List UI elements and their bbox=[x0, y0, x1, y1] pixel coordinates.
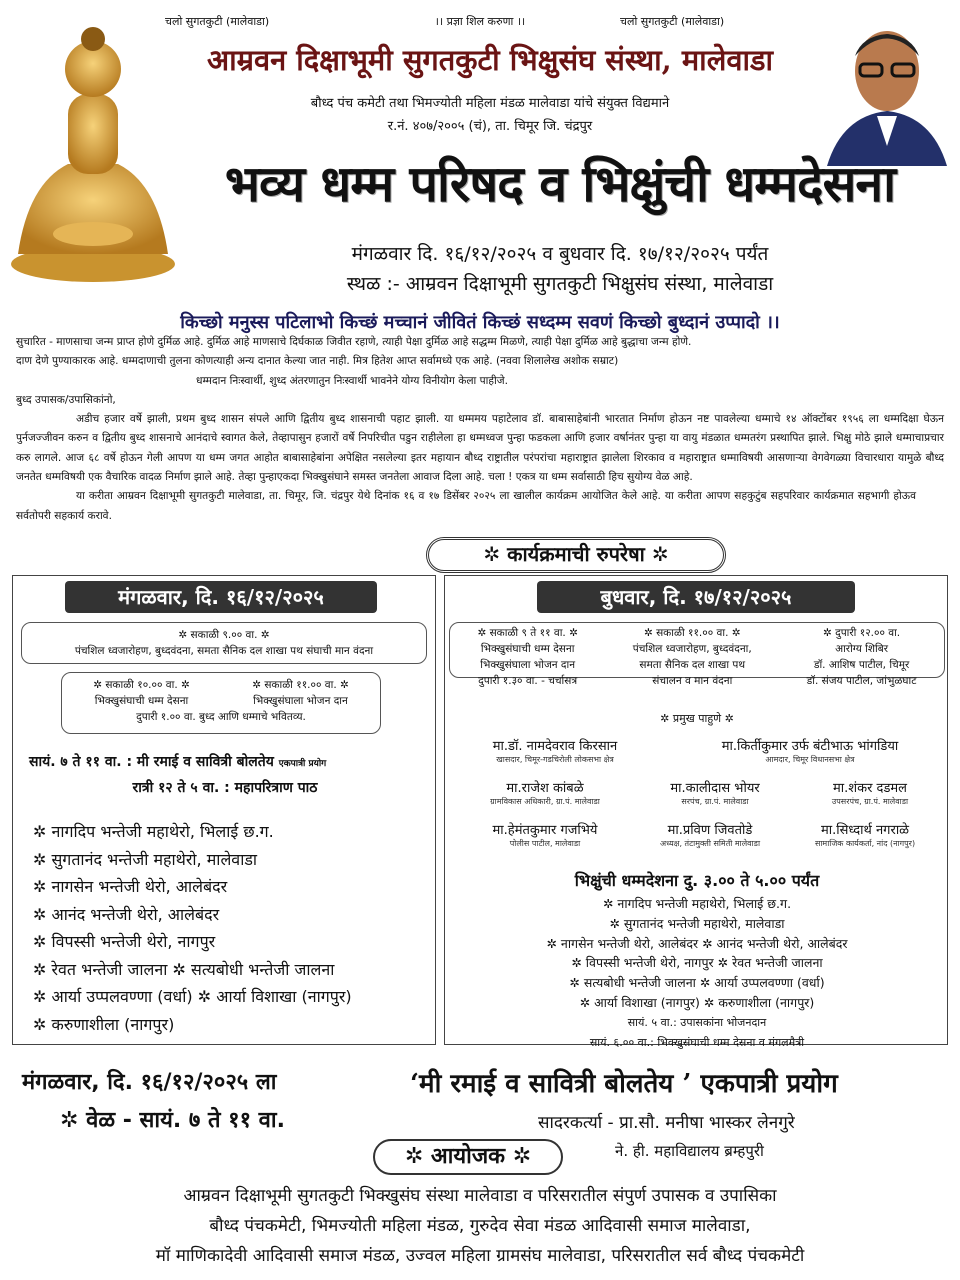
guest-card bbox=[455, 736, 655, 765]
guest-role: सामाजिक कार्यकर्ता, नांद (नागपुर) bbox=[814, 839, 916, 848]
maitri-line: सायं. ६.०० वा.: भिक्खुसंघाची धम्म देसना व मंगलमैत्री bbox=[589, 1035, 805, 1049]
ayojak-line-3: मॉ माणिकादेवी आदिवासी समाज मंडळ, उज्वल महिला ग्रामसंघ मालेवाडा, परिसरातील सर्व बौध्द पंचकमेटी bbox=[155, 1246, 805, 1266]
day2-b1-l2: भिक्खुसंघाला भोजन दान bbox=[480, 659, 576, 671]
guest-card bbox=[785, 820, 945, 849]
guests-title: ✲ प्रमुख पाहुणे ✲ bbox=[660, 712, 734, 725]
list-item: ✲ आर्या विशाखा (नागपुर) ✲ करुणाशीला (नागपुर) bbox=[579, 994, 815, 1010]
day2-b3-time: ✲ दुपारी १२.०० वा. bbox=[822, 627, 901, 639]
ambedkar-portrait bbox=[822, 16, 952, 166]
tag-right: चलो सुगतकुटी (मालेवाडा) bbox=[620, 15, 725, 28]
day2-header: बुधवार, दि. १७/१२/२०२५ bbox=[537, 581, 855, 613]
daan-line: दाण देणे पुण्याकारक आहे. धम्मदाणाची तुलना कोणत्याही अन्य दानात केल्या जात नाही. मित्र हितेश आप्त सर्वामध्ये एक आहे. (नववा शिलालेख अशोक सम्राट) bbox=[16, 355, 619, 368]
guest-role: उपसरपंच, ग्रा.पं. मालेवाडा bbox=[831, 797, 909, 806]
guest-name: मा.सिध्दार्थ नगराळे bbox=[820, 823, 910, 838]
bottom-play: ‘मी रमाई व सावित्री बोलतेय ’ एकपात्री प्रयोग bbox=[410, 1069, 838, 1099]
event-place: स्थळ :- आम्रवन दिक्षाभूमी सुगतकुटी भिक्षुसंघ संस्था, मालेवाडा bbox=[346, 273, 774, 295]
day2-b3-l1: आरोग्य शिबिर bbox=[835, 643, 889, 655]
day1-bhante-list bbox=[33, 818, 352, 1038]
day1-flag-box bbox=[21, 622, 427, 664]
day2-b3-l2: डॉ. आशिष पाटील, चिमूर bbox=[813, 659, 910, 671]
list-item: ✲ नागदिप भन्तेजी महाथेरो, भिलाई छ.ग. bbox=[33, 822, 274, 841]
guest-name: मा.शंकर दडमल bbox=[833, 781, 907, 796]
ayojak-title: ✲ आयोजक ✲ bbox=[373, 1139, 563, 1175]
main-title: भव्य धम्म परिषद व भिक्षुंची धम्मदेसना bbox=[224, 154, 896, 213]
list-item: ✲ करुणाशीला (नागपुर) bbox=[33, 1014, 175, 1034]
day2-b2-l2: समता सैनिक दल शाखा पथ bbox=[639, 659, 746, 671]
guest-role: पोलीस पाटील, मालेवाडा bbox=[509, 839, 581, 848]
pali-verse: किच्छो मनुस्स पटिलाभो किच्छं मच्चानं जीवितं किच्छं सध्दम्म सवणं किच्छो बुध्दानं उप्पादो ।। bbox=[180, 312, 780, 333]
list-item: ✲ आनंद भन्तेजी थेरो, आलेबंदर bbox=[33, 904, 220, 924]
list-item: ✲ रेवत भन्तेजी जालना ✲ सत्यबोधी भन्तेजी जालना bbox=[33, 959, 335, 979]
day1-box2-time-b: ✲ सकाळी ११.०० वा. ✲ bbox=[252, 679, 349, 691]
intro-text bbox=[16, 333, 944, 526]
list-item: ✲ सुगतानंद भन्तेजी महाथेरो, मालेवाडा bbox=[33, 849, 258, 869]
joint-organizers: बौध्द पंच कमेटी तथा भिमज्योती महिला मंडळ मालेवाडा यांचे संयुक्त विद्यमाने bbox=[310, 96, 670, 111]
registration-line: र.नं. ४०७/२००५ (चं), ता. चिमूर जि. चंद्रपुर bbox=[387, 119, 593, 134]
day1-box1-text: पंचशिल ध्वजारोहण, बुध्दवंदना, समता सैनिक दल शाखा पथ संघाची मान वंदना bbox=[74, 645, 374, 657]
day1-box2-text-b: भिक्खुसंघाला भोजन दान bbox=[253, 695, 348, 707]
day2-column bbox=[444, 575, 948, 1049]
bottom-time: ✲ वेळ - सायं. ७ ते ११ वा. bbox=[60, 1108, 285, 1133]
college: ने. ही. महाविद्यालय ब्रम्हपुरी bbox=[615, 1142, 764, 1160]
guest-card bbox=[455, 778, 635, 807]
day1-column bbox=[12, 575, 436, 1045]
intro-body: अडीच हजार वर्षे झाली, प्रथम बुध्द शासन संपले आणि द्वितीय बुध्द शासनाची पहाट झाली. या धम्ममय पहाटेलाव डॉ. बाबासाहेबांनी भारतात निर्माण होऊन नष्ट पावलेल्या धम्माचे १४ ऑक्टोंबर १९५६ ला धम्मदिक्षा घेऊन पुर्नजज्जीवन करुन व द्वितीय बुध्द शासनाचे आनंदाचे स्वागत केले, तेव्हापासुन हजारों वर्षे निपरिचीत पडुन राहीलेला हा धम्मध्वज पुन्हा फडकला आणि हजार वर्षानंतर पुन्हा या वायु मंडळात धम्मतरंग प्रस्थापित झाले. भिक्षु मोठे झाले धम्माचाप्रचार करु लागले. आज ६८ वर्षे होऊन गेली आपण या धम्म जगत आहोत बाबासाहेबांना अपेक्षित नसलेल्या इतर महायान बौध्द राष्ट्रातील परंपरांचा महाराष्ट्रात झालेला शिरकाव व महाराष्ट्रात धम्माविषयी आसणाऱ्या वेगवेगळ्या विचारधारा यामुळे बौध्द जनतेत धम्मविषयी एक वैचारिक वादळ निर्माण झाले आहे. तेव्हा पुन्हाएकदा भिक्खुसंघाने समस्त जनतेला आवाज दिला आहे. चला ! एकत्र या धम्म सर्वासाठी हिच सुयोग्य वेळ आहे. bbox=[16, 413, 944, 484]
tag-left: चलो सुगतकुटी (मालेवाडा) bbox=[165, 15, 270, 28]
day1-night: रात्री १२ ते ५ वा. : महापरित्राण पाठ bbox=[132, 780, 318, 796]
day1-desana-box bbox=[61, 672, 381, 734]
greeting: बुध्द उपासक/उपासिकांनो, bbox=[16, 393, 116, 406]
day2-b2-l3: संचालन व मान वंदना bbox=[652, 675, 733, 687]
day1-evening bbox=[29, 752, 326, 771]
guest-name: मा.डॉ. नामदेवराव किरसान bbox=[492, 739, 618, 754]
guest-card bbox=[675, 736, 945, 765]
day2-b2-time: ✲ सकाळी ११.०० वा. ✲ bbox=[643, 627, 741, 639]
program-title: ✲ कार्यक्रमाची रुपरेषा ✲ bbox=[426, 537, 726, 573]
guest-role: अध्यक्ष, तंटामुक्ती समिती मालेवाडा bbox=[659, 839, 761, 848]
ayojak-line-2: बौध्द पंचकमेटी, भिमज्योती महिला मंडळ, गुरुदेव सेवा मंडळ आदिवासी समाज मालेवाडा, bbox=[209, 1216, 751, 1236]
list-item: ✲ विपस्सी भन्तेजी थेरो, नागपुर bbox=[33, 932, 216, 951]
day1-evening-tag: एकपात्री प्रयोग bbox=[278, 759, 327, 769]
sanstha-title: आम्रवन दिक्षाभूमी सुगतकुटी भिक्षुसंघ संस्था, मालेवाडा bbox=[206, 43, 774, 77]
ayojak-line-1: आम्रवन दिक्षाभूमी सुगतकुटी भिक्खुसंघ संस्था मालेवाडा व परिसरातील संपुर्ण उपासक व उपासिका bbox=[183, 1186, 777, 1206]
guest-name: मा.राजेश कांबळे bbox=[506, 781, 584, 796]
day1-evening-text: सायं. ७ ते ११ वा. : मी रमाई व सावित्री बोलतेय bbox=[29, 754, 274, 770]
list-item: ✲ नागसेन भन्तेजी थेरो, आलेबंदर bbox=[33, 877, 228, 896]
event-dates: मंगळवार दि. १६/१२/२०२५ व बुधवार दि. १७/१२/२०२५ पर्यंत bbox=[351, 243, 769, 265]
guest-card bbox=[455, 820, 635, 849]
tag-center: ।। प्रज्ञा शिल करुणा ।। bbox=[434, 15, 526, 28]
bottom-date: मंगळवार, दि. १६/१२/२०२५ ला bbox=[22, 1070, 277, 1095]
guest-role: खासदार, चिमूर-गडचिरोली लोकसभा क्षेत्र bbox=[496, 755, 614, 764]
dhammadaan-line: धम्मदान निःस्वार्थी, शुध्द अंतरणातुन निःस्वार्थी भावनेने योग्य विनीयोग केला पाहीजे. bbox=[196, 374, 508, 387]
list-item: ✲ विपस्सी भन्तेजी थेरो, नागपुर ✲ रेवत भन्तेजी जालना bbox=[571, 955, 823, 971]
guest-name: मा.हेमंतकुमार गजभिये bbox=[492, 823, 598, 838]
guest-card bbox=[625, 820, 795, 849]
day1-box2-footer: दुपारी १.०० वा. बुध्द आणि धम्माचे भवितव्य. bbox=[136, 711, 306, 723]
day1-header: मंगळवार, दि. १६/१२/२०२५ bbox=[65, 581, 377, 613]
day2-b1-l1: भिक्खुसंघाची धम्म देसना bbox=[480, 643, 575, 655]
day1-box2-time-a: ✲ सकाळी १०.०० वा. ✲ bbox=[93, 679, 190, 691]
day2-b1-time: ✲ सकाळी ९ ते ११ वा. ✲ bbox=[477, 627, 578, 639]
guest-card bbox=[795, 778, 945, 807]
sucharit-line: सुचारित - माणसाचा जन्म प्राप्त होणे दुर्मिळ आहे. दुर्मिळ आहे माणसाचे दिर्घकाळ जिवीत रहाणे, त्याही पेक्षा दुर्मिळ आहे सद्धम्म मिळणे, त्याही पेक्षा दुर्मिळ आहे बुद्धाचा जन्म होणे. bbox=[16, 336, 692, 348]
presenter: सादरकर्त्या - प्रा.सौ. मनीषा भास्कर लेनगुरे bbox=[538, 1113, 795, 1133]
guest-role: ग्रामविकास अधिकारी, ग्रा.पं. मालेवाडा bbox=[490, 797, 600, 806]
day1-box1-time: ✲ सकाळी ९.०० वा. ✲ bbox=[178, 629, 270, 641]
guest-role: सरपंच, ग्रा.पं. मालेवाडा bbox=[681, 797, 749, 806]
desana-title: भिक्षुंची धम्मदेशना दु. ३.०० ते ५.०० पर्यंत bbox=[574, 871, 820, 890]
day2-b2-l1: पंचशिल ध्वजारोहण, बुध्दवंदना, bbox=[632, 643, 752, 655]
list-item: ✲ सत्यबोधी भन्तेजी जालना ✲ आर्या उप्पलवण्णा (वर्धा) bbox=[569, 975, 825, 991]
guest-name: मा.कालीदास भोयर bbox=[670, 781, 760, 796]
list-item: ✲ आर्या उप्पलवण्णा (वर्धा) ✲ आर्या विशाखा (नागपुर) bbox=[33, 987, 352, 1006]
desana-list bbox=[445, 894, 949, 1052]
bhojan-line: सायं. ५ वा.: उपासकांना भोजनदान bbox=[627, 1015, 767, 1029]
guest-card bbox=[635, 778, 795, 807]
day1-box2-text-a: भिक्खुसंघाची धम्म देसना bbox=[94, 695, 189, 707]
invite-text: या करीता आम्रवन दिक्षाभूमी सुगतकुटी मालेवाडा, ता. चिमूर, जि. चंद्रपुर येथे दिनांक १६ व १७ डिसेंबर २०२५ ला खालील कार्यक्रम आयोजित केले आहे. या करीता आपण सहकुटुंब सहपरिवार कार्यक्रमात सहभागी होऊव सर्वतोपरी सहकार्य करावे. bbox=[16, 490, 916, 522]
guest-role: आमदार, चिमूर विधानसभा क्षेत्र bbox=[765, 755, 855, 764]
list-item: ✲ नागसेन भन्तेजी थेरो, आलेबंदर ✲ आनंद भन्तेजी थेरो, आलेबंदर bbox=[546, 935, 848, 951]
list-item: ✲ सुगतानंद भन्तेजी महाथेरो, मालेवाडा bbox=[609, 915, 785, 931]
guest-name: मा.किर्तीकुमार उर्फ बंटीभाऊ भांगडिया bbox=[721, 739, 899, 754]
guest-name: मा.प्रविण जिवतोडे bbox=[667, 823, 753, 838]
day2-b1-l3: दुपारी १.३० वा. - चर्चासत्र bbox=[478, 675, 578, 687]
day2-program-box bbox=[449, 622, 945, 687]
list-item: ✲ नागदिप भन्तेजी महाथेरो, भिलाई छ.ग. bbox=[602, 896, 792, 911]
day2-b3-l3: डॉ. संजय पाटील, जांभुळघाट bbox=[806, 675, 917, 687]
